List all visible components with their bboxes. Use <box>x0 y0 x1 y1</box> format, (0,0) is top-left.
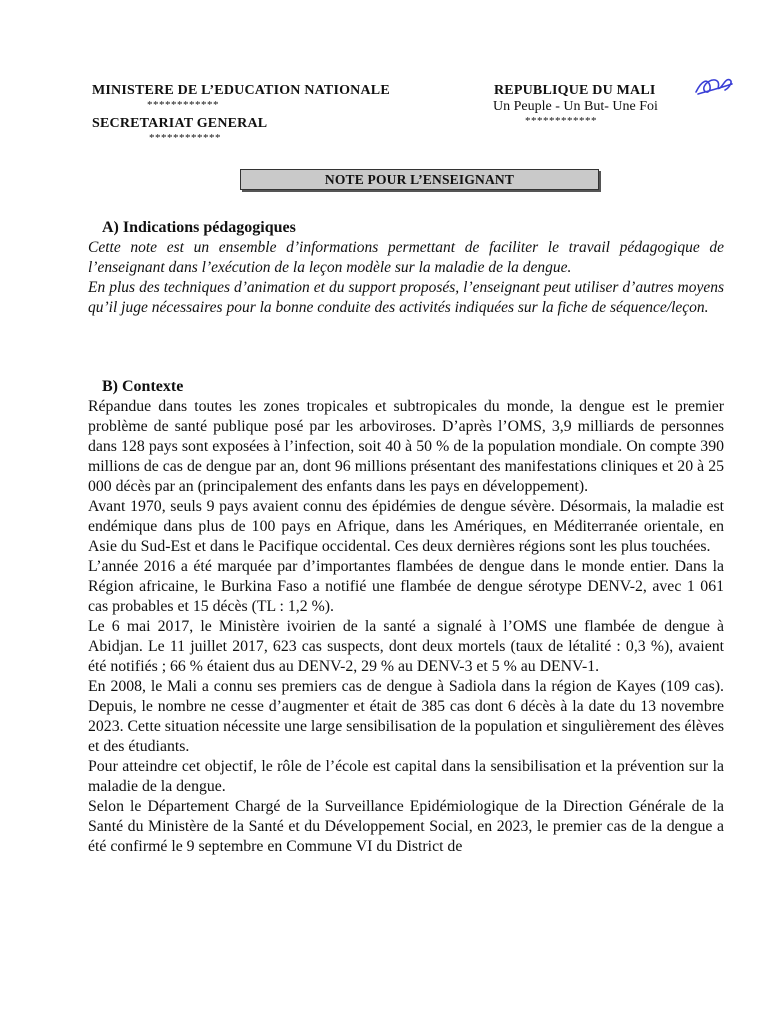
section-a-paragraph: Cette note est un ensemble d’informations permettant de faciliter le travail pédagogique de l’enseignant dans l’exécution de la leçon modèle sur la maladie de la dengue. <box>88 239 724 276</box>
section-b-paragraph: Avant 1970, seuls 9 pays avaient connu des épidémies de dengue sévère. Désormais, la maladie est endémique dans plus de 100 pays en Afrique, dans les Amériques, en Méditerranée orientale, en Asie du Sud-Est et dans le Pacifique occidental. Ces deux dernières régions sont les plus touchées. <box>88 498 724 555</box>
section-a-heading: A) Indications pédagogiques <box>102 219 296 236</box>
republic-stars: ************ <box>525 115 597 127</box>
republic-title: REPUBLIQUE DU MALI <box>494 83 656 98</box>
section-b-paragraph: Selon le Département Chargé de la Surveillance Epidémiologique de la Direction Générale de la Santé du Ministère de la Santé et du Développement Social, en 2023, le premier cas de la dengue a été confirmé le 9 septembre en Commune VI du District de <box>88 798 724 855</box>
ministry-stars: ************ <box>147 99 219 111</box>
header-republic-block <box>482 82 692 127</box>
section-b-paragraph: L’année 2016 a été marquée par d’importantes flambées de dengue dans le monde entier. Dans la Région africaine, le Burkina Faso a notifié une flambée de dengue sérotype DENV-2, avec 1 061 cas probables et 15 décès (TL : 1,2 %). <box>88 558 724 615</box>
section-a-paragraph: En plus des techniques d’animation et du support proposés, l’enseignant peut utiliser d’autres moyens qu’il juge nécessaires pour la bonne conduite des activités indiquées sur la fiche de séquence/leçon. <box>88 279 724 316</box>
header-ministry-block <box>92 82 422 144</box>
section-b-paragraph: En 2008, le Mali a connu ses premiers cas de dengue à Sadiola dans la région de Kayes (109 cas). Depuis, le nombre ne cesse d’augmenter et était de 385 cas dont 6 décès à la date du 13 novembre 2023. Cette situation nécessite une large sensibilisation de la population et singulièrement des élèves et des étudiants. <box>88 678 724 755</box>
handwritten-signature <box>692 72 736 98</box>
section-context <box>88 377 724 857</box>
republic-motto: Un Peuple - Un But- Une Foi <box>493 99 658 114</box>
section-b-paragraph: Répandue dans toutes les zones tropicales et subtropicales du monde, la dengue est le premier problème de santé publique posé par les arboviroses. D’après l’OMS, 3,9 milliards de personnes dans 128 pays sont exposées à l’infection, soit 40 à 50 % de la population mondiale. On compte 390 millions de cas de dengue par an, dont 96 millions présentant des manifestations cliniques et 20 à 25 000 décès par an (principalement des enfants dans les pays en développement). <box>88 398 724 495</box>
section-pedagogical-indications <box>88 218 724 318</box>
ministry-title: MINISTERE DE L’EDUCATION NATIONALE <box>92 83 390 98</box>
secretariat-stars: ************ <box>149 132 221 144</box>
note-title-box: NOTE POUR L’ENSEIGNANT <box>240 169 599 190</box>
secretariat-title: SECRETARIAT GENERAL <box>92 116 268 131</box>
section-b-paragraph: Pour atteindre cet objectif, le rôle de l’école est capital dans la sensibilisation et la prévention sur la maladie de la dengue. <box>88 758 724 795</box>
section-b-body <box>88 397 724 857</box>
section-b-heading: B) Contexte <box>102 378 184 395</box>
section-b-paragraph: Le 6 mai 2017, le Ministère ivoirien de la santé a signalé à l’OMS une flambée de dengue à Abidjan. Le 11 juillet 2017, 623 cas suspects, dont deux mortels (taux de létalité : 0,3 %), avaient été notifiés ; 66 % étaient dus au DENV-2, 29 % au DENV-3 et 5 % au DENV-1. <box>88 618 724 675</box>
section-a-body <box>88 238 724 318</box>
